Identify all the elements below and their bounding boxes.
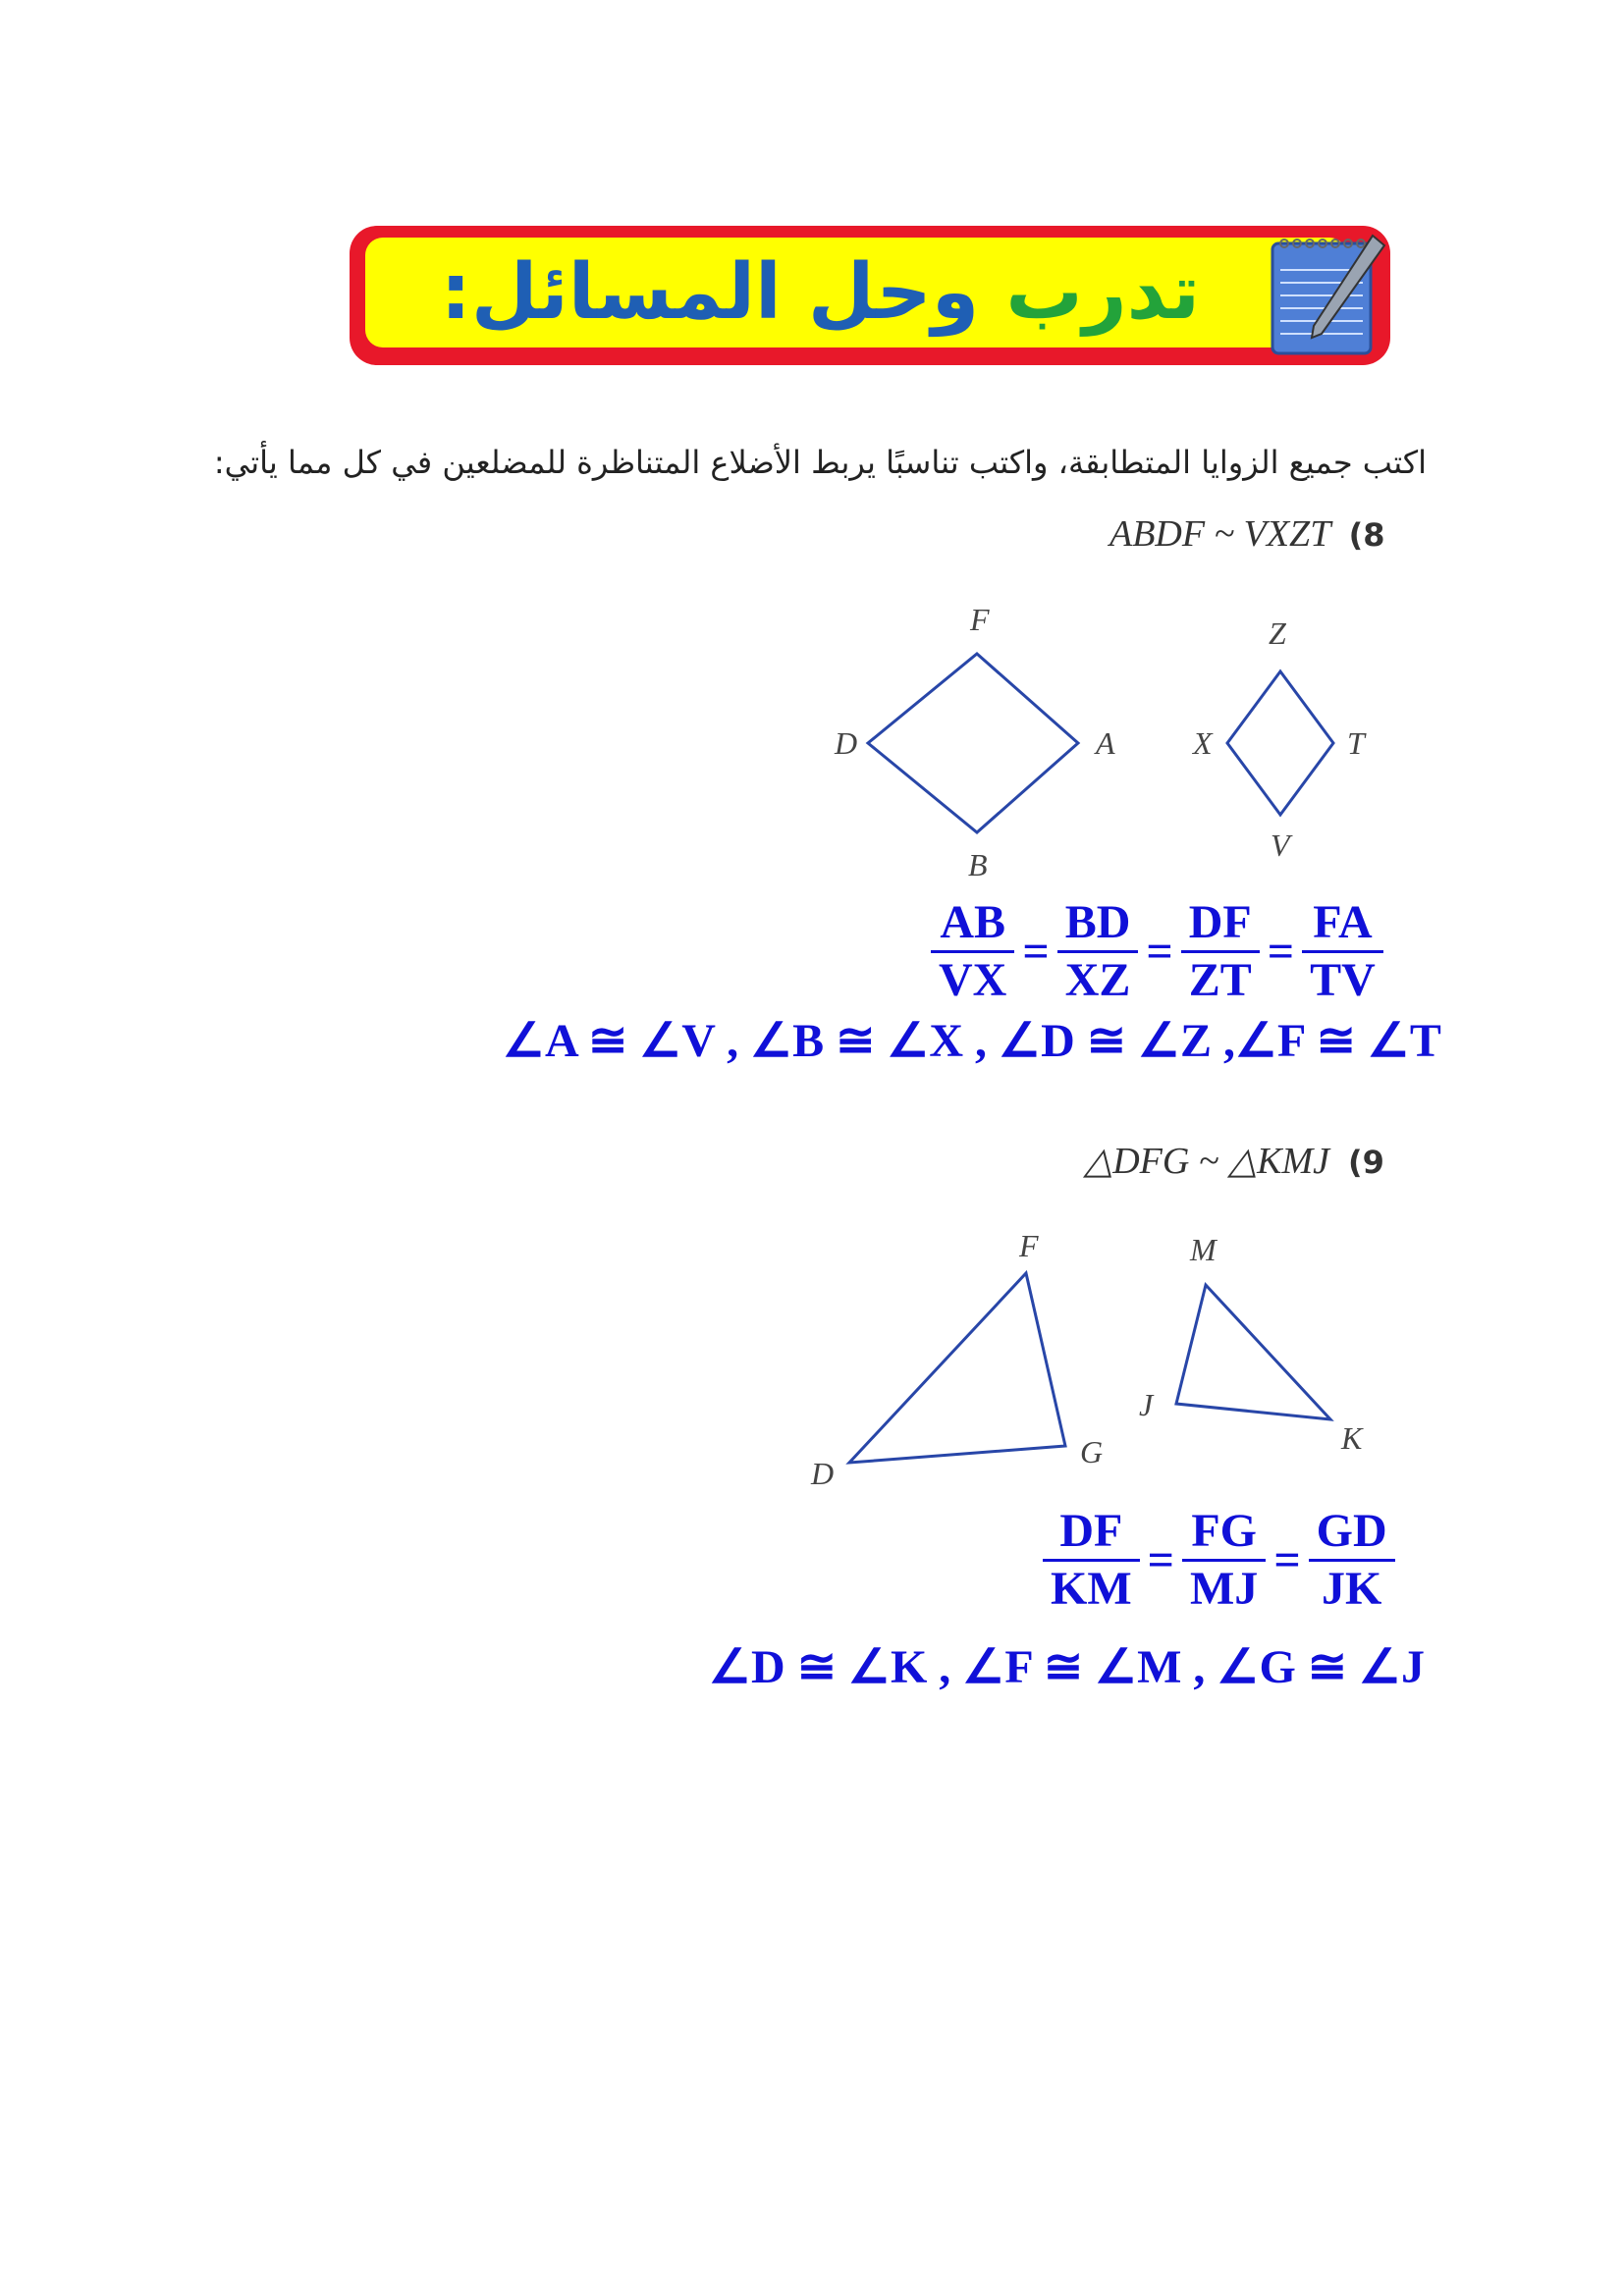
notepad-pencil-icon <box>1243 226 1390 365</box>
equals-sign: = <box>1147 1534 1174 1586</box>
fraction-numerator: FA <box>1313 896 1373 948</box>
label-X: X <box>1193 725 1213 761</box>
fraction-numerator: FG <box>1191 1505 1257 1557</box>
fraction-denominator: JK <box>1322 1563 1382 1615</box>
label-G: G <box>1080 1434 1104 1469</box>
fraction-denominator: ZT <box>1188 954 1252 1006</box>
section-title-word1: تدرب <box>1005 248 1200 337</box>
section-title <box>441 243 1200 342</box>
q9-fraction <box>1043 1504 1140 1617</box>
fraction-denominator: KM <box>1051 1563 1132 1615</box>
equals-sign: = <box>1146 926 1173 978</box>
fraction-numerator: DF <box>1188 896 1252 948</box>
quadrilateral-VXZT <box>1227 671 1333 815</box>
section-title-rest: وحل المسائل: <box>440 248 980 337</box>
q8-statement: ABDF ~ VXZT <box>1109 513 1330 555</box>
label-J: J <box>1139 1387 1154 1422</box>
q9-fraction <box>1309 1504 1395 1617</box>
q9-number: (9 <box>1347 1144 1384 1181</box>
fraction-denominator: VX <box>939 954 1007 1006</box>
fraction-numerator: AB <box>940 896 1005 948</box>
label-F: F <box>1019 1228 1039 1263</box>
q9-fraction <box>1182 1504 1266 1617</box>
fraction-denominator: MJ <box>1190 1563 1259 1615</box>
q8-number: (8 <box>1348 516 1385 554</box>
label-D: D <box>811 1456 835 1491</box>
triangle-KMJ <box>1176 1285 1330 1419</box>
fraction-denominator: XZ <box>1064 954 1131 1006</box>
q8-angles: ∠A ≅ ∠V , ∠B ≅ ∠X , ∠D ≅ ∠Z ,∠F ≅ ∠T <box>503 1015 1441 1067</box>
equals-sign: = <box>1273 1534 1301 1586</box>
fraction-numerator: GD <box>1316 1505 1387 1557</box>
instruction-text: اكتب جميع الزوايا المتطابقة، واكتب تناسبًا يربط الأضلاع المتناظرة للمضلعين في كل مما يأتي: <box>213 444 1427 481</box>
title-banner-inner <box>365 238 1347 347</box>
q9-figure <box>785 1217 1414 1512</box>
label-M: M <box>1190 1232 1217 1267</box>
label-V: V <box>1271 828 1290 863</box>
q8-figure <box>805 589 1434 883</box>
q9-angles: ∠D ≅ ∠K , ∠F ≅ ∠M , ∠G ≅ ∠J <box>709 1641 1426 1693</box>
fraction-denominator: TV <box>1310 954 1376 1006</box>
q8-proportion <box>931 895 1383 1008</box>
equals-sign: = <box>1267 926 1295 978</box>
label-B: B <box>968 847 988 882</box>
q9-proportion <box>1043 1504 1395 1617</box>
fraction-numerator: BD <box>1064 896 1131 948</box>
q8-fraction <box>1181 895 1260 1008</box>
fraction-numerator: DF <box>1059 1505 1123 1557</box>
q8-fraction <box>931 895 1014 1008</box>
triangle-DFG <box>849 1273 1065 1463</box>
q8-fraction <box>1302 895 1383 1008</box>
label-Z: Z <box>1269 615 1286 651</box>
label-D: D <box>835 725 858 761</box>
equals-sign: = <box>1022 926 1050 978</box>
label-A: A <box>1096 725 1115 761</box>
label-T: T <box>1347 725 1365 761</box>
q9-statement: △DFG ~ △KMJ <box>1084 1141 1329 1182</box>
label-F: F <box>970 602 990 637</box>
quadrilateral-ABDF <box>868 654 1078 832</box>
q8-statement-line <box>1109 512 1385 556</box>
label-K: K <box>1341 1420 1363 1456</box>
q8-fraction <box>1057 895 1139 1008</box>
title-banner <box>350 226 1390 365</box>
q9-statement-line <box>1084 1139 1384 1183</box>
